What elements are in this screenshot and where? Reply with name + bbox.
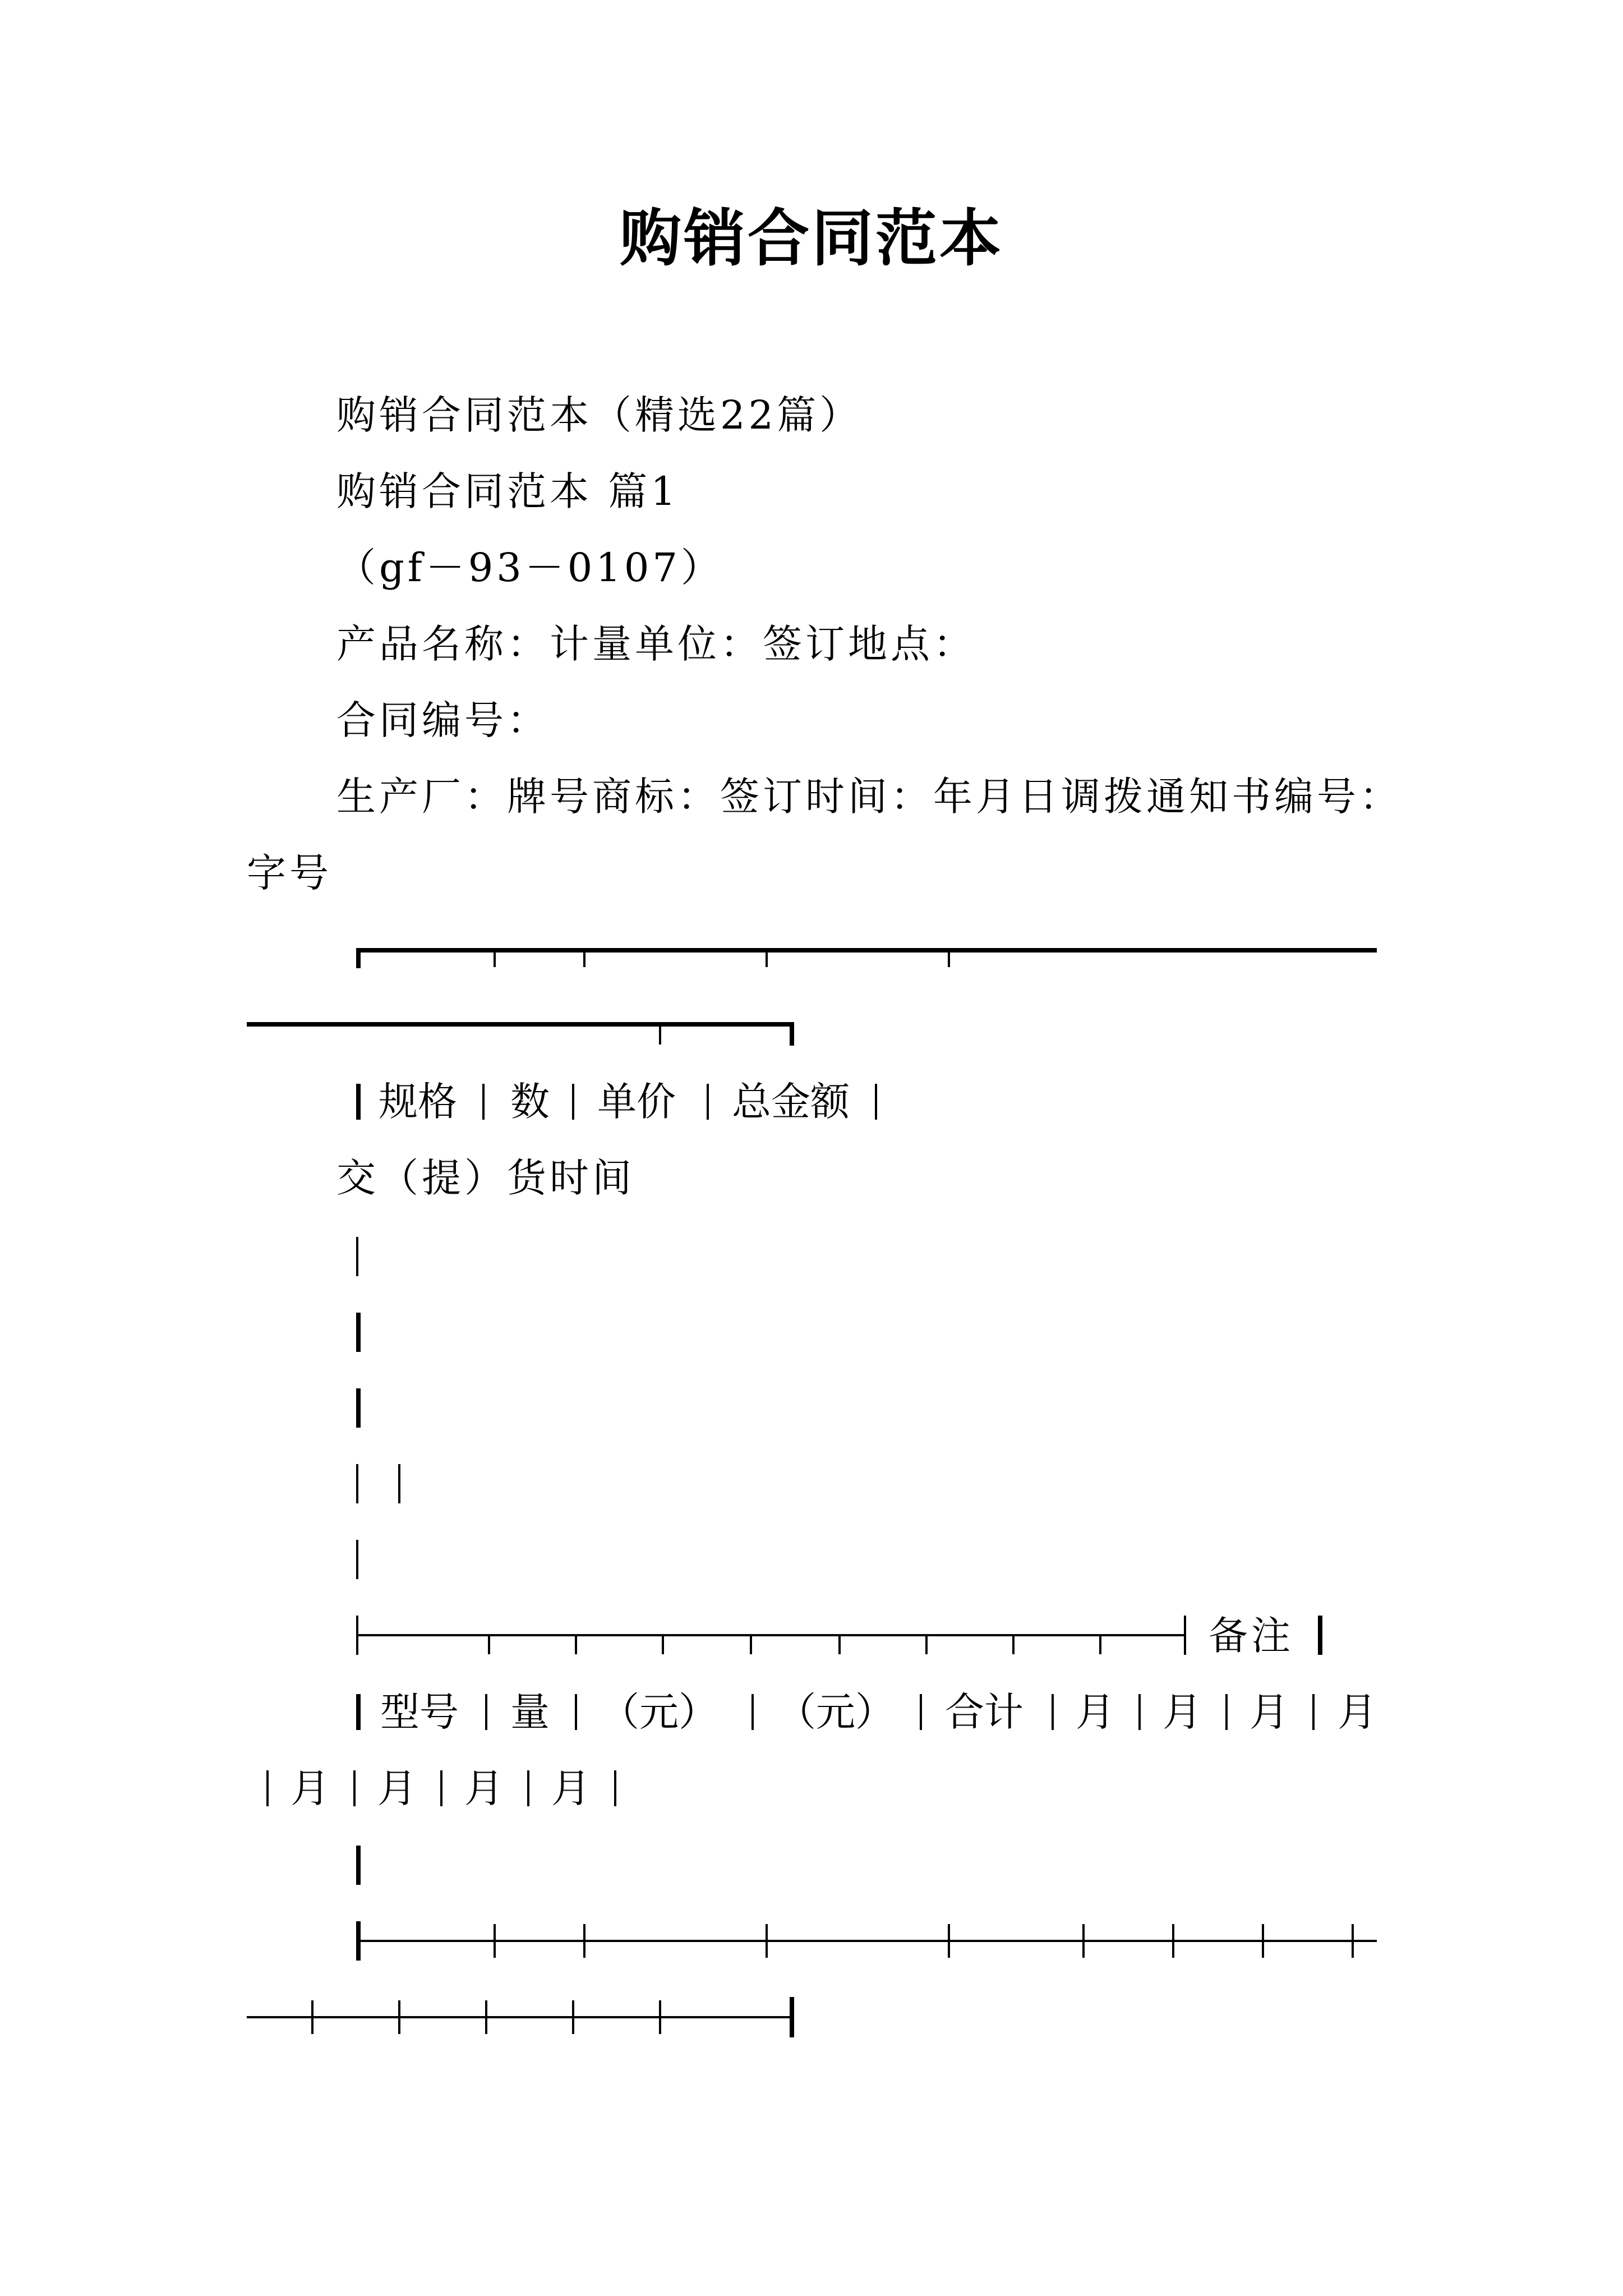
remark-label: 备注 bbox=[1209, 1613, 1294, 1659]
delivery-time-line: 交（提）货时间 bbox=[336, 1155, 635, 1201]
header-month-3: 月 bbox=[1249, 1689, 1289, 1735]
table-header-row-1 bbox=[336, 1074, 1009, 1130]
header-month-6: 月 bbox=[377, 1765, 417, 1811]
manufacturer-line: 生产厂：牌号商标：签订时间：年月日调拨通知书编号： bbox=[336, 774, 1402, 820]
contract-number-line: 合同编号： bbox=[336, 697, 550, 743]
product-info-line: 产品名称：计量单位：签订地点： bbox=[336, 621, 976, 667]
header-quantity-2: 量 bbox=[510, 1689, 550, 1735]
header-month-4: 月 bbox=[1338, 1689, 1377, 1735]
header-month-8: 月 bbox=[551, 1765, 591, 1811]
article-heading: 购销合同范本 篇1 bbox=[336, 468, 679, 514]
header-unit-price: 单价 bbox=[597, 1079, 676, 1125]
header-month-7: 月 bbox=[464, 1765, 504, 1811]
header-model: 型号 bbox=[380, 1689, 459, 1735]
header-month-1: 月 bbox=[1076, 1689, 1115, 1735]
header-total-amount: 总金额 bbox=[732, 1079, 850, 1125]
standard-code: （gf－93－0107） bbox=[336, 545, 723, 591]
header-yuan-1: （元） bbox=[600, 1689, 718, 1735]
header-month-5: 月 bbox=[291, 1765, 330, 1811]
header-quantity-1: 数 bbox=[510, 1079, 550, 1125]
document-title: 购销合同范本 bbox=[620, 202, 1003, 274]
subtitle-line: 购销合同范本（精选22篇） bbox=[336, 392, 863, 438]
table-header-row-2-continued bbox=[247, 1760, 695, 1816]
manufacturer-line-continued: 字号 bbox=[247, 850, 332, 896]
table-left-bar-lower bbox=[356, 1846, 361, 1885]
header-subtotal: 合计 bbox=[945, 1689, 1023, 1735]
remark-right-bar bbox=[1318, 1616, 1322, 1655]
header-spec: 规格 bbox=[379, 1079, 457, 1125]
table-header-row-2 bbox=[336, 1684, 1402, 1740]
header-month-2: 月 bbox=[1163, 1689, 1202, 1735]
header-yuan-2: （元） bbox=[777, 1689, 895, 1735]
